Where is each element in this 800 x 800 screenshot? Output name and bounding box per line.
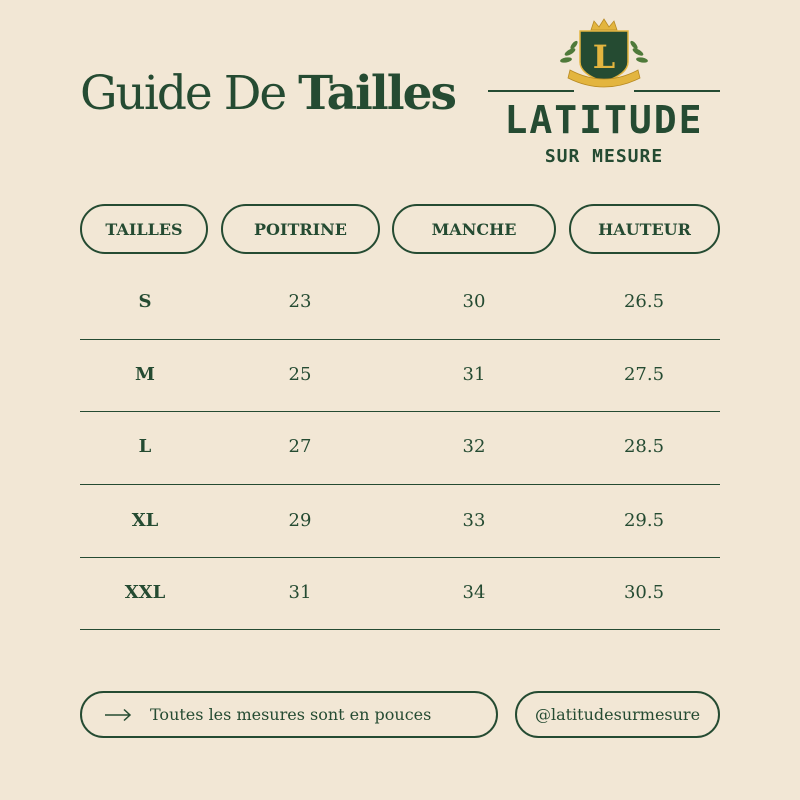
page-title-bold: Tailles xyxy=(298,66,455,121)
page-title-light: Guide De xyxy=(80,66,299,121)
header-manche: MANCHE xyxy=(392,204,556,254)
cell-hauteur: 29.5 xyxy=(623,510,665,531)
social-handle-text: @latitudesurmesure xyxy=(534,705,701,724)
cell-manche: 34 xyxy=(462,582,486,603)
cell-poitrine: 29 xyxy=(288,510,312,531)
cell-poitrine: 27 xyxy=(288,436,312,457)
row-divider xyxy=(80,557,720,558)
cell-hauteur: 26.5 xyxy=(623,291,665,312)
row-divider xyxy=(80,339,720,340)
row-divider xyxy=(80,484,720,485)
cell-hauteur: 28.5 xyxy=(623,436,665,457)
header-hauteur: HAUTEUR xyxy=(569,204,720,254)
header-poitrine: POITRINE xyxy=(221,204,380,254)
cell-poitrine: 31 xyxy=(288,582,312,603)
cell-hauteur: 27.5 xyxy=(623,364,665,385)
row-divider xyxy=(80,629,720,630)
cell-manche: 30 xyxy=(462,291,486,312)
page-title xyxy=(80,66,455,121)
cell-size: S xyxy=(138,291,152,312)
cell-manche: 31 xyxy=(462,364,486,385)
logo-tagline: SUR MESURE xyxy=(544,146,664,167)
units-note-text: Toutes les mesures sont en pouces xyxy=(150,705,432,724)
cell-size: XL xyxy=(131,510,159,531)
cell-size: L xyxy=(138,436,152,457)
cell-size: XXL xyxy=(124,582,166,603)
cell-poitrine: 25 xyxy=(288,364,312,385)
logo-name: LATITUDE xyxy=(504,98,704,142)
brand-logo xyxy=(486,18,722,170)
header-tailles: TAILLES xyxy=(80,204,208,254)
row-divider xyxy=(80,411,720,412)
crest-icon xyxy=(554,18,654,92)
social-handle xyxy=(515,691,720,738)
cell-size: M xyxy=(135,364,155,385)
logo-letter: L xyxy=(592,38,616,76)
cell-manche: 33 xyxy=(462,510,486,531)
cell-manche: 32 xyxy=(462,436,486,457)
cell-poitrine: 23 xyxy=(288,291,312,312)
cell-hauteur: 30.5 xyxy=(623,582,665,603)
units-note xyxy=(80,691,498,738)
arrow-right-icon xyxy=(104,708,132,722)
